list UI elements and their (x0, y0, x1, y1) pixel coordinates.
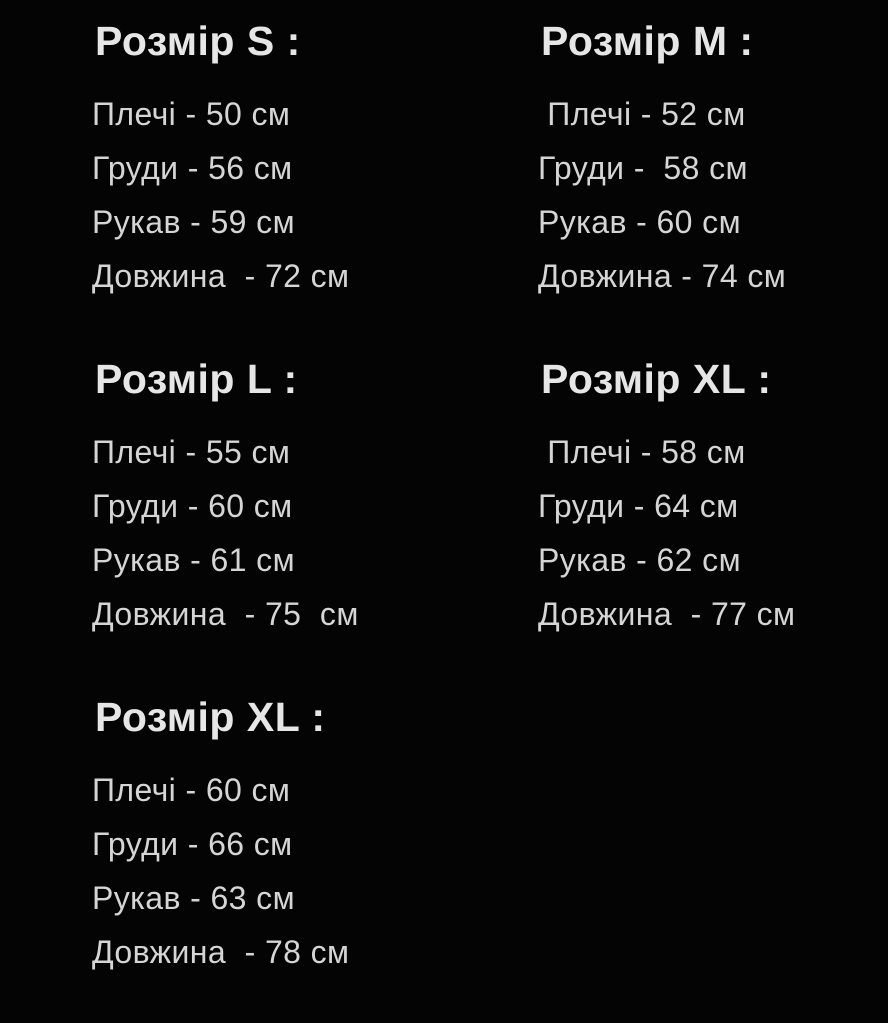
size-block-m (538, 17, 786, 303)
size-block-l-title: Розмір L : (95, 356, 298, 402)
measurement-chest: Груди - 66 см (92, 826, 293, 862)
measurement-shoulders: Плечі - 52 см (538, 96, 746, 132)
size-block-s-measurements (92, 87, 349, 303)
measurement-length: Довжина - 78 см (92, 934, 350, 970)
measurement-sleeve: Рукав - 61 см (92, 542, 295, 578)
measurement-sleeve: Рукав - 59 см (92, 204, 295, 240)
size-block-xl-title: Розмір XL : (541, 356, 772, 402)
measurement-sleeve: Рукав - 62 см (538, 542, 741, 578)
measurement-sleeve: Рукав - 60 см (538, 204, 741, 240)
size-block-m-title: Розмір M : (541, 18, 754, 64)
size-block-s (92, 17, 349, 303)
size-block-xl-2 (92, 693, 349, 979)
size-block-xl-measurements (538, 425, 795, 641)
size-block-xl-2-title: Розмір XL : (95, 694, 326, 740)
size-block-l-measurements (92, 425, 359, 641)
measurement-chest: Груди - 64 см (538, 488, 739, 524)
measurement-sleeve: Рукав - 63 см (92, 880, 295, 916)
measurement-length: Довжина - 72 см (92, 258, 350, 294)
measurement-length: Довжина - 75 см (92, 596, 359, 632)
measurement-chest: Груди - 58 см (538, 150, 748, 186)
measurement-shoulders: Плечі - 50 см (92, 96, 291, 132)
measurement-length: Довжина - 77 см (538, 596, 796, 632)
size-block-m-measurements (538, 87, 786, 303)
size-block-xl-2-measurements (92, 763, 349, 979)
measurement-shoulders: Плечі - 58 см (538, 434, 746, 470)
size-block-xl (538, 355, 795, 641)
measurement-shoulders: Плечі - 60 см (92, 772, 291, 808)
size-block-l (92, 355, 359, 641)
measurement-length: Довжина - 74 см (538, 258, 787, 294)
measurement-shoulders: Плечі - 55 см (92, 434, 291, 470)
size-block-s-title: Розмір S : (95, 18, 301, 64)
measurement-chest: Груди - 60 см (92, 488, 293, 524)
measurement-chest: Груди - 56 см (92, 150, 293, 186)
